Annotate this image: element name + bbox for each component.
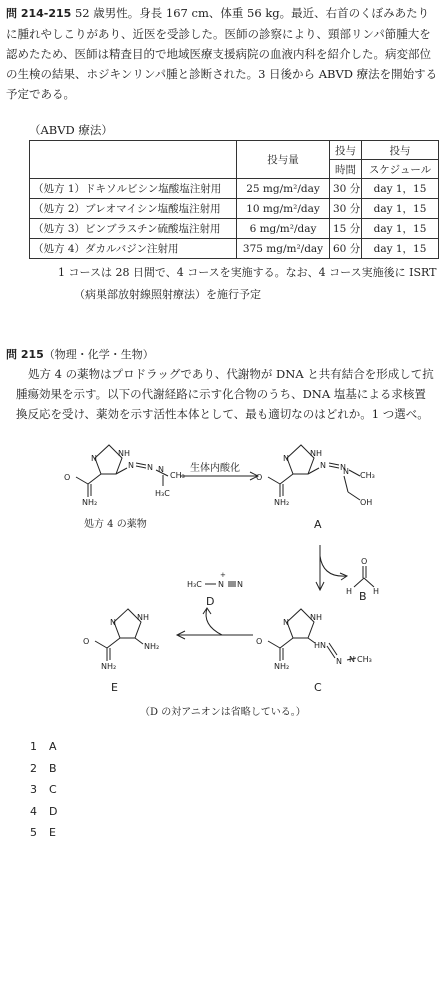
compound-label-d: D [206,595,215,608]
table-header-time-1: 投与 [330,141,362,160]
drug-dose: 25 mg/m²/day [237,179,330,199]
option-number: 3 [30,783,37,796]
answer-option[interactable] [30,762,57,784]
drug-time: 30 分 [330,199,362,219]
atom-label: O [256,473,263,482]
answer-option[interactable] [30,783,57,805]
table-row [30,219,439,239]
drug-schedule: day 1，15 [362,219,439,239]
course-note-2: （病巣部放射線照射療法）を施行予定 [74,288,261,301]
option-number: 4 [30,804,37,818]
atom-label: N [158,465,164,474]
question-number-215: 問 215 [6,348,44,361]
atom-label: N [336,657,342,666]
atom-label: NH [118,449,130,458]
atom-label: N [340,463,346,472]
regimen-title: （ABVD 療法） [29,123,113,137]
drug-name: （処方 3）ビンブラスチン硫酸塩注射用 [30,219,237,239]
atom-label: N [283,454,289,463]
atom-label: H₃C [155,489,170,498]
drug-time: 30 分 [330,179,362,199]
atom-label: NH [310,613,322,622]
atom-label: + [220,571,226,579]
option-label: A [49,740,57,753]
atom-label: H [373,587,380,596]
drug-time: 15 分 [330,219,362,239]
atom-label: H [346,587,353,596]
atom-label: OH [360,498,373,507]
drug-dose: 6 mg/m²/day [237,219,330,239]
option-number: 1 [30,740,37,753]
drug-dose: 375 mg/m²/day [237,239,330,259]
atom-label: NH₂ [101,662,117,671]
option-label: D [49,804,58,818]
atom-label: H₃C [187,580,202,589]
compound-label-a: A [314,518,322,531]
drug-name: （処方 4）ダカルバジン注射用 [30,239,237,259]
option-label: E [49,826,56,839]
drug-schedule: day 1，15 [362,199,439,219]
compound-label-b: B [359,590,367,603]
atom-label: N [237,580,243,589]
drug-dose: 10 mg/m²/day [237,199,330,219]
atom-label: CH₃ [357,655,372,664]
answer-options [30,740,57,848]
atom-label: HN [314,641,326,650]
atom-label: NH₂ [144,642,160,651]
table-header-time-2: 時間 [330,160,362,179]
answer-option[interactable] [30,826,57,848]
atom-label: N [343,467,349,476]
scheme-footnote: （D の対アニオンは省略している。） [140,707,306,718]
case-text: 52 歳男性。身長 167 cm、体重 56 kg。最近、右首のくぼみあたりに腫れやしこりがあり、近医を受診した。医師の診察により、頸部リンパ節腫大を認めたため、医師は精査目的で地域医療支援病院の血液内科を紹介した。病変部位の生検の結果、ホジキンリンパ腫と診断された。3 日後から ABVD 療法を開始する予定である。 [6,6,438,101]
atom-label: N [283,618,289,627]
compound-label-e: E [111,681,118,694]
atom-label: NH₂ [274,662,290,671]
table-header-blank [30,141,237,179]
answer-option[interactable] [30,805,57,827]
drug-name: （処方 1）ドキソルビシン塩酸塩注射用 [30,179,237,199]
table-row [30,199,439,219]
question-text: 処方 4 の薬物はプロドラッグであり、代謝物が DNA と共有結合を形成して抗腫瘍効果を示す。以下の代謝経路に示す化合物のうち、DNA 塩基による求核置換反応を受け、薬効を示す活性本体として、最も適切なのはどれか。1 つ選べ。 [16,367,434,421]
table-row [30,179,439,199]
question-number-214-215: 問 214-215 [6,7,72,20]
option-label: C [49,783,57,796]
metabolic-pathway-scheme [0,430,443,720]
atom-label: N [218,580,224,589]
atom-label: O [83,637,90,646]
table-header-dose: 投与量 [237,141,330,179]
option-number: 2 [30,761,37,775]
atom-label: N [110,618,116,627]
table-header-row [30,141,439,160]
table-row [30,239,439,259]
atom-label: N [91,454,97,463]
atom-label: CH₃ [360,471,375,480]
case-header [6,3,438,104]
atom-label: N [128,461,134,470]
course-note: 1 コースは 28 日間で、4 コースを実施する。なお、4 コース実施後に ISRT [58,266,437,279]
atom-label: O [361,557,368,566]
atom-label: N [147,463,153,472]
drug-schedule: day 1，15 [362,179,439,199]
atom-label: N [320,461,326,470]
atom-label: NH₂ [274,498,290,507]
atom-label: NH₂ [82,498,98,507]
atom-label: O [256,637,263,646]
reaction-label-oxidation: 生体内酸化 [190,463,240,474]
atom-label: N [349,655,355,664]
drug-name: （処方 2）ブレオマイシン塩酸塩注射用 [30,199,237,219]
question-215-heading [6,346,154,362]
table-header-schedule-2: スケジュール [362,160,439,179]
atom-label: NH [310,449,322,458]
drug-schedule: day 1，15 [362,239,439,259]
drug-time: 60 分 [330,239,362,259]
compound-label-c: C [314,681,322,694]
drug-caption: 処方 4 の薬物 [84,519,147,530]
option-label: B [49,761,57,775]
atom-label: NH [137,613,149,622]
question-subject: （物理・化学・生物） [43,348,154,361]
atom-label: O [64,473,71,482]
regimen-table [29,140,439,259]
answer-option[interactable] [30,740,57,762]
atom-label: CH₃ [170,471,185,480]
table-header-schedule-1: 投与 [362,141,439,160]
option-number: 5 [30,826,37,839]
